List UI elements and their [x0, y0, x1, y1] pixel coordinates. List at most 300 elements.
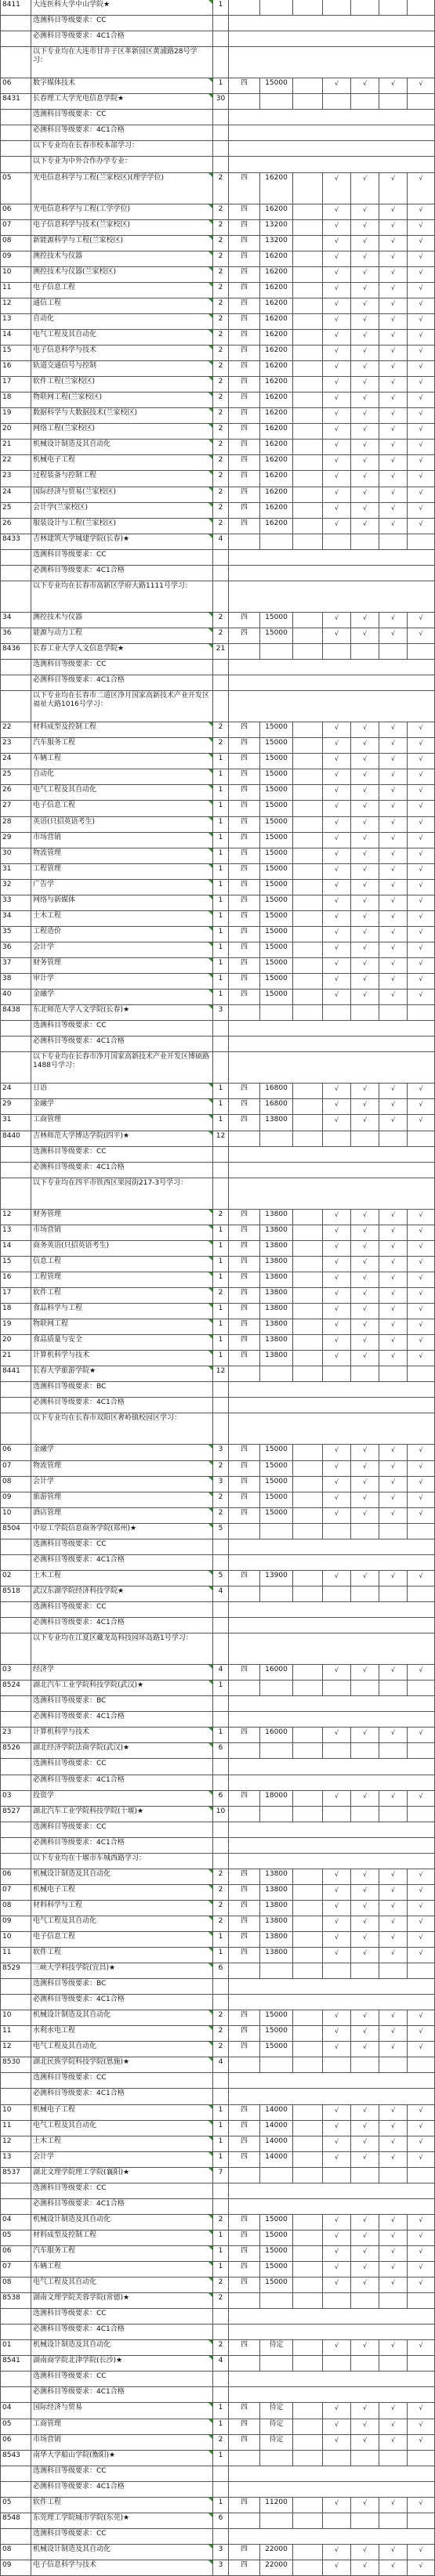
major-name: 金融学 — [31, 990, 213, 1004]
study-years: 四 — [229, 455, 260, 470]
requirement-text: 选测科目等级要求：CC — [31, 1602, 213, 1617]
cell-marker-icon — [208, 1948, 212, 1952]
empty-cell — [293, 644, 323, 659]
major-plan-count: 3 — [213, 2545, 229, 2560]
empty-cell — [293, 754, 323, 769]
study-years: 四 — [229, 1901, 260, 1916]
major-name: 旅游管理 — [31, 1492, 213, 1507]
major-code: 23 — [0, 738, 31, 753]
major-name: 光电信息科学与工程(兰家校区)(理学学位) — [31, 173, 213, 204]
check-mark-icon: √ — [351, 2246, 379, 2261]
check-mark-icon: √ — [323, 2262, 351, 2277]
check-mark-icon: √ — [323, 754, 351, 769]
empty-cell — [323, 1005, 351, 1020]
study-years: 四 — [229, 817, 260, 832]
tuition-fee: 13800 — [260, 1351, 293, 1366]
cell-marker-icon — [208, 1524, 212, 1528]
empty-cell — [293, 2419, 323, 2434]
tuition-fee: 16200 — [260, 346, 293, 360]
check-mark-icon: √ — [379, 833, 408, 848]
major-name: 电子信息科学与技术 — [31, 346, 213, 360]
major-code: 25 — [0, 503, 31, 518]
check-mark-icon: √ — [379, 1885, 408, 1900]
check-mark-icon: √ — [379, 251, 408, 266]
requirement-text: 选测科目等级要求：CC — [31, 1759, 213, 1774]
tuition-fee: 待定 — [260, 2340, 293, 2355]
empty-cell — [293, 251, 323, 266]
requirement-text: 以下专业均在四平市铁西区果园街217-3号学习： — [31, 1178, 213, 1209]
check-mark-icon: √ — [408, 346, 435, 360]
major-name: 软件工程(兰家校区) — [31, 377, 213, 392]
requirement-text: 选测科目等级要求：CC — [31, 2529, 213, 2544]
major-name: 网络工程(兰家校区) — [31, 424, 213, 439]
school-name: 湖北汽车工业学院科技学院(十堰)★ — [31, 1807, 213, 1822]
check-mark-icon: √ — [351, 330, 379, 345]
major-plan-count: 1 — [213, 785, 229, 800]
major-plan-count: 1 — [213, 1319, 229, 1334]
tuition-fee: 14000 — [260, 2152, 293, 2167]
tuition-fee: 15000 — [260, 628, 293, 643]
check-mark-icon: √ — [351, 408, 379, 423]
check-mark-icon: √ — [323, 503, 351, 518]
major-name: 投资学 — [31, 1791, 213, 1806]
empty-cell — [229, 94, 260, 109]
cell-marker-icon — [208, 1005, 212, 1009]
school-plan-count: 6 — [213, 2513, 229, 2528]
major-row — [0, 738, 435, 754]
major-code: 20 — [0, 424, 31, 439]
empty-cell — [213, 1854, 229, 1869]
check-mark-icon: √ — [323, 801, 351, 816]
check-mark-icon: √ — [351, 2340, 379, 2355]
school-code: 8411 — [0, 0, 31, 15]
major-name: 食品质量与安全 — [31, 1335, 213, 1350]
requirement-row — [0, 660, 435, 675]
major-code: 21 — [0, 440, 31, 454]
cell-marker-icon — [208, 1681, 212, 1684]
major-row — [0, 880, 435, 895]
check-mark-icon: √ — [351, 974, 379, 989]
requirement-text: 必测科目等级要求：4C1合格 — [31, 1618, 213, 1633]
cell-marker-icon — [208, 2451, 212, 2455]
major-name: 测控技术与仪器 — [31, 613, 213, 628]
major-plan-count: 2 — [213, 361, 229, 376]
study-years: 四 — [229, 880, 260, 895]
empty-cell — [293, 1791, 323, 1806]
check-mark-icon: √ — [323, 1304, 351, 1319]
major-plan-count: 2 — [213, 440, 229, 454]
check-mark-icon: √ — [323, 2010, 351, 2025]
empty-cell — [293, 801, 323, 816]
school-name: 吉林建筑大学城建学院(长春)★ — [31, 534, 213, 549]
major-plan-count: 1 — [213, 1351, 229, 1366]
cell-marker-icon — [208, 958, 212, 962]
check-mark-icon: √ — [323, 298, 351, 313]
empty-cell — [293, 2545, 323, 2560]
school-row — [0, 1131, 435, 1147]
empty-cell — [260, 2057, 293, 2072]
requirement-text: 必测科目等级要求：4C1合格 — [31, 1555, 213, 1570]
study-years: 四 — [229, 393, 260, 407]
empty-cell — [0, 581, 31, 612]
empty-cell — [293, 361, 323, 376]
study-years: 四 — [229, 267, 260, 282]
major-code: 08 — [0, 1901, 31, 1916]
cell-marker-icon — [208, 2042, 212, 2046]
check-mark-icon: √ — [379, 1272, 408, 1287]
empty-cell — [408, 0, 435, 15]
empty-cell — [229, 1524, 260, 1539]
check-mark-icon: √ — [379, 1461, 408, 1476]
school-plan-count: 4 — [213, 2057, 229, 2072]
check-mark-icon: √ — [351, 440, 379, 454]
check-mark-icon: √ — [408, 974, 435, 989]
school-code: 8526 — [0, 1743, 31, 1758]
empty-cell — [323, 2057, 351, 2072]
cell-marker-icon — [208, 1571, 212, 1575]
tuition-fee: 13800 — [260, 1916, 293, 1931]
major-row — [0, 1665, 435, 1681]
major-row — [0, 393, 435, 408]
empty-cell — [0, 566, 31, 581]
major-code: 08 — [0, 2278, 31, 2292]
major-code: 10 — [0, 267, 31, 282]
major-name: 通信工程 — [31, 298, 213, 313]
cell-marker-icon — [208, 1115, 212, 1119]
major-plan-count: 3 — [213, 1477, 229, 1492]
tuition-fee: 13800 — [260, 1869, 293, 1884]
empty-cell — [0, 141, 31, 156]
empty-cell — [379, 0, 408, 15]
major-plan-count: 4 — [213, 1665, 229, 1680]
school-name: 长春工业大学人文信息学院★ — [31, 644, 213, 659]
check-mark-icon: √ — [351, 801, 379, 816]
empty-cell — [293, 848, 323, 863]
empty-cell — [0, 1696, 31, 1711]
requirement-text: 必测科目等级要求：4C1合格 — [31, 31, 213, 46]
major-plan-count: 1 — [213, 895, 229, 910]
empty-cell — [0, 1618, 31, 1633]
check-mark-icon: √ — [351, 1885, 379, 1900]
major-row — [0, 895, 435, 911]
check-mark-icon: √ — [408, 2498, 435, 2513]
check-mark-icon: √ — [379, 864, 408, 879]
major-name: 机械设计制造及其自动化 — [31, 2340, 213, 2355]
check-mark-icon: √ — [351, 283, 379, 298]
cell-marker-icon — [208, 1665, 212, 1669]
major-name: 能源与动力工程 — [31, 628, 213, 643]
major-name: 会计学(兰家校区) — [31, 503, 213, 518]
check-mark-icon: √ — [323, 927, 351, 942]
cell-marker-icon — [208, 2560, 212, 2564]
empty-cell — [0, 1021, 31, 1036]
check-mark-icon: √ — [379, 487, 408, 502]
cell-marker-icon — [208, 455, 212, 459]
check-mark-icon: √ — [351, 2105, 379, 2120]
major-code: 26 — [0, 519, 31, 534]
major-name: 市场营销 — [31, 2435, 213, 2450]
check-mark-icon: √ — [351, 628, 379, 643]
school-row — [0, 2356, 435, 2372]
cell-marker-icon — [208, 1743, 212, 1747]
cell-marker-icon — [208, 628, 212, 632]
cell-marker-icon — [208, 519, 212, 523]
major-code: 08 — [0, 236, 31, 251]
empty-cell — [213, 691, 229, 722]
cell-marker-icon — [208, 471, 212, 475]
major-name: 物联网工程 — [31, 1319, 213, 1334]
school-plan-count: 5 — [213, 1524, 229, 1539]
major-row — [0, 1869, 435, 1885]
check-mark-icon: √ — [379, 2042, 408, 2057]
check-mark-icon: √ — [408, 864, 435, 879]
major-name: 电子信息工程 — [31, 801, 213, 816]
empty-cell — [293, 2293, 323, 2308]
check-mark-icon: √ — [351, 471, 379, 486]
check-mark-icon: √ — [323, 2215, 351, 2230]
school-name: 长春理工大学光电信息学院★ — [31, 94, 213, 109]
empty-cell — [293, 817, 323, 832]
major-plan-count: 1 — [213, 880, 229, 895]
tuition-fee: 13800 — [260, 1319, 293, 1334]
major-code: 31 — [0, 1115, 31, 1130]
cell-marker-icon — [208, 2215, 212, 2219]
empty-cell — [379, 1743, 408, 1758]
check-mark-icon: √ — [351, 927, 379, 942]
check-mark-icon: √ — [408, 927, 435, 942]
requirement-text: 选测科目等级要求：CC — [31, 1822, 213, 1837]
requirement-text: 必测科目等级要求：4C1合格 — [31, 1838, 213, 1853]
major-code: 17 — [0, 377, 31, 392]
check-mark-icon: √ — [379, 801, 408, 816]
major-row — [0, 204, 435, 220]
study-years: 四 — [229, 519, 260, 534]
major-row — [0, 974, 435, 990]
major-code: 14 — [0, 330, 31, 345]
major-plan-count: 2 — [213, 298, 229, 313]
tuition-fee: 16200 — [260, 361, 293, 376]
cell-marker-icon — [208, 738, 212, 742]
study-years: 四 — [229, 942, 260, 957]
requirement-text: 以下专业均在江夏区藏龙岛科技园环岛路1号学习： — [31, 1634, 213, 1664]
cell-marker-icon — [208, 848, 212, 852]
check-mark-icon: √ — [379, 1869, 408, 1884]
requirement-text: 选测科目等级要求：CC — [31, 2309, 213, 2324]
check-mark-icon: √ — [379, 2152, 408, 2167]
empty-cell — [260, 1586, 293, 1601]
check-mark-icon: √ — [351, 2403, 379, 2418]
requirement-text: 选测科目等级要求：BC — [31, 1696, 213, 1711]
check-mark-icon: √ — [351, 1916, 379, 1931]
major-name: 电气工程及其自动化 — [31, 1916, 213, 1931]
empty-cell — [293, 283, 323, 298]
tuition-fee: 15000 — [260, 2230, 293, 2245]
check-mark-icon: √ — [408, 503, 435, 518]
school-plan-count: 21 — [213, 644, 229, 659]
check-mark-icon: √ — [408, 2042, 435, 2057]
empty-cell — [229, 0, 260, 15]
cell-marker-icon — [208, 2435, 212, 2439]
empty-cell — [408, 2293, 435, 2308]
check-mark-icon: √ — [408, 990, 435, 1004]
check-mark-icon: √ — [323, 267, 351, 282]
empty-cell — [229, 1963, 260, 1978]
school-name: 湖北经济学院法商学院(武汉)★ — [31, 1743, 213, 1758]
requirement-text: 选测科目等级要求：CC — [31, 1539, 213, 1554]
requirement-text: 以下专业均在长春市净月国家高新技术产业开发区博硕路1488号学习： — [31, 1052, 213, 1083]
major-row — [0, 2262, 435, 2278]
check-mark-icon: √ — [351, 1948, 379, 1963]
tuition-fee: 15000 — [260, 895, 293, 910]
check-mark-icon: √ — [379, 2435, 408, 2450]
check-mark-icon: √ — [379, 1099, 408, 1114]
major-code: 24 — [0, 754, 31, 769]
blank-span — [229, 1854, 435, 1869]
check-mark-icon: √ — [351, 1272, 379, 1287]
check-mark-icon: √ — [323, 519, 351, 534]
check-mark-icon: √ — [351, 2121, 379, 2136]
tuition-fee: 13800 — [260, 1257, 293, 1272]
tuition-fee: 13200 — [260, 236, 293, 251]
empty-cell — [213, 1539, 229, 1554]
major-row — [0, 2545, 435, 2560]
major-code: 23 — [0, 471, 31, 486]
check-mark-icon: √ — [379, 990, 408, 1004]
cell-marker-icon — [208, 2168, 212, 2172]
check-mark-icon: √ — [323, 1319, 351, 1334]
check-mark-icon: √ — [379, 2136, 408, 2151]
study-years: 四 — [229, 974, 260, 989]
major-code: 12 — [0, 298, 31, 313]
major-plan-count: 1 — [213, 1932, 229, 1947]
empty-cell — [213, 125, 229, 140]
major-code: 07 — [0, 1885, 31, 1900]
check-mark-icon: √ — [379, 2545, 408, 2560]
tuition-fee: 15000 — [260, 1492, 293, 1507]
requirement-row — [0, 2387, 435, 2403]
blank-span — [229, 2183, 435, 2198]
study-years: 四 — [229, 1210, 260, 1225]
cell-marker-icon — [208, 2293, 212, 2297]
empty-cell — [293, 864, 323, 879]
major-name: 计算机科学与技术 — [31, 1728, 213, 1742]
empty-cell — [379, 2356, 408, 2371]
empty-cell — [351, 1743, 379, 1758]
empty-cell — [408, 1807, 435, 1822]
major-code: 07 — [0, 1461, 31, 1476]
empty-cell — [293, 408, 323, 423]
requirement-row — [0, 141, 435, 157]
check-mark-icon: √ — [351, 942, 379, 957]
blank-span — [229, 47, 435, 78]
major-plan-count: 1 — [213, 78, 229, 93]
empty-cell — [213, 675, 229, 690]
check-mark-icon: √ — [408, 1115, 435, 1130]
empty-cell — [379, 1807, 408, 1822]
cell-marker-icon — [208, 1257, 212, 1261]
tuition-fee: 15000 — [260, 2042, 293, 2057]
cell-marker-icon — [208, 2513, 212, 2517]
check-mark-icon: √ — [408, 393, 435, 407]
check-mark-icon: √ — [323, 1288, 351, 1303]
requirement-row — [0, 2482, 435, 2498]
study-years: 四 — [229, 487, 260, 502]
major-plan-count: 2 — [213, 455, 229, 470]
major-name: 食品科学与工程 — [31, 1304, 213, 1319]
major-name: 工程造价 — [31, 927, 213, 942]
empty-cell — [323, 1524, 351, 1539]
major-row — [0, 1272, 435, 1288]
requirement-row — [0, 1618, 435, 1634]
cell-marker-icon — [208, 267, 212, 271]
tuition-fee: 13800 — [260, 1885, 293, 1900]
check-mark-icon: √ — [408, 455, 435, 470]
major-row — [0, 1335, 435, 1351]
check-mark-icon: √ — [408, 911, 435, 926]
empty-cell — [260, 2293, 293, 2308]
check-mark-icon: √ — [379, 204, 408, 219]
cell-marker-icon — [208, 94, 212, 98]
empty-cell — [293, 440, 323, 454]
empty-cell — [351, 534, 379, 549]
study-years: 四 — [229, 848, 260, 863]
check-mark-icon: √ — [323, 220, 351, 235]
empty-cell — [293, 833, 323, 848]
empty-cell — [0, 2073, 31, 2088]
requirement-text: 选测科目等级要求：CC — [31, 2466, 213, 2481]
tuition-fee: 15000 — [260, 927, 293, 942]
major-code: 13 — [0, 2152, 31, 2167]
empty-cell — [0, 31, 31, 46]
requirement-row — [0, 675, 435, 691]
check-mark-icon: √ — [351, 2042, 379, 2057]
school-code: 8433 — [0, 534, 31, 549]
study-years: 四 — [229, 2545, 260, 2560]
empty-cell — [293, 2136, 323, 2151]
major-row — [0, 2026, 435, 2042]
major-code: 08 — [0, 2545, 31, 2560]
empty-cell — [213, 1037, 229, 1051]
study-years: 四 — [229, 424, 260, 439]
major-plan-count: 2 — [213, 1901, 229, 1916]
major-plan-count: 1 — [213, 1335, 229, 1350]
check-mark-icon: √ — [351, 990, 379, 1004]
tuition-fee: 13800 — [260, 1272, 293, 1287]
check-mark-icon: √ — [379, 927, 408, 942]
study-years: 四 — [229, 1351, 260, 1366]
major-name: 水利水电工程 — [31, 2026, 213, 2041]
check-mark-icon: √ — [408, 1932, 435, 1947]
cell-marker-icon — [208, 1210, 212, 1214]
major-code: 08 — [0, 1477, 31, 1492]
tuition-fee: 15000 — [260, 990, 293, 1004]
major-plan-count: 2 — [213, 393, 229, 407]
major-plan-count: 1 — [213, 2105, 229, 2120]
requirement-text: 选测科目等级要求：CC — [31, 16, 213, 31]
tuition-fee: 15000 — [260, 2215, 293, 2230]
major-plan-count: 2 — [213, 236, 229, 251]
requirement-row — [0, 1178, 435, 1210]
study-years: 四 — [229, 2121, 260, 2136]
tuition-fee: 16200 — [260, 173, 293, 204]
check-mark-icon: √ — [408, 942, 435, 957]
empty-cell — [293, 1932, 323, 1947]
cell-marker-icon — [208, 1932, 212, 1936]
cell-marker-icon — [208, 393, 212, 396]
check-mark-icon: √ — [408, 1319, 435, 1334]
major-row — [0, 817, 435, 833]
blank-span — [229, 2089, 435, 2104]
